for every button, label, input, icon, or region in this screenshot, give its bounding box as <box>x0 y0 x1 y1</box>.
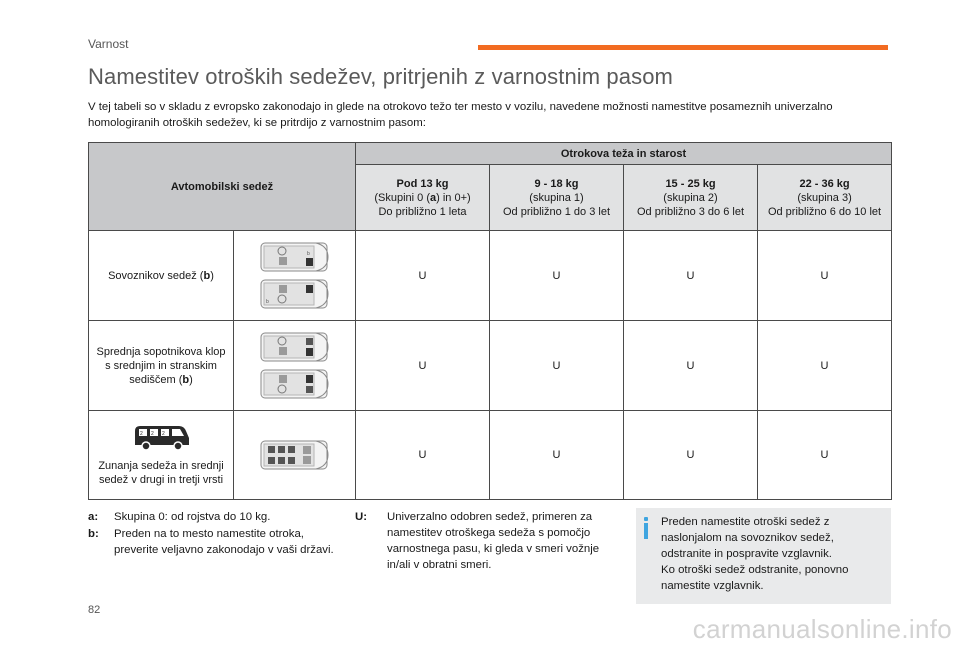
footnote-u: U: Univerzalno odobren sedež, primeren za namestitev otroškega sedeža s pomočjo varnostnega pasu, ki gleda v smeri vožnje in/ali v obratni smeri. <box>355 511 600 571</box>
compat-cell: U <box>624 411 758 500</box>
intro-paragraph: V tej tabeli so v skladu z evropsko zakonodajo in glede na otrokovo težo ter mesto v vozilu, navedene možnosti namestitve posameznih univerzalno homologiranih otroških sedežev, ki se pritrdijo z varnostnim pasom: <box>88 101 833 129</box>
footnotes-left <box>88 509 338 558</box>
info-text-1: Preden namestite otroški sedež z naslonjalom na sovoznikov sedež, odstranite in pospravite vzglavnik. <box>661 516 834 560</box>
compat-cell: U <box>624 321 758 411</box>
van-seat-diagram-icon <box>260 240 330 274</box>
section-label: Varnost <box>88 37 129 51</box>
header-weight-0: Pod 13 kg (Skupini 0 (a) in 0+) Do približno 1 leta <box>356 165 490 231</box>
compat-cell: U <box>758 231 892 321</box>
page-title: Namestitev otroških sedežev, pritrjenih z varnostnim pasom <box>88 64 673 89</box>
watermark: carmanualsonline.info <box>692 614 952 644</box>
compat-cell: U <box>758 321 892 411</box>
svg-text:2: 2 <box>140 431 143 437</box>
svg-text:b: b <box>265 299 269 305</box>
table-row <box>89 411 892 500</box>
info-text-2: Ko otroški sedež odstranite, ponovno namestite vzglavnik. <box>661 564 849 592</box>
compat-cell: U <box>490 411 624 500</box>
seat-diagram-cell <box>234 411 356 500</box>
header-seat: Avtomobilski sedež <box>89 143 356 231</box>
header-weight-2: 15 - 25 kg (skupina 2) Od približno 3 do 6 let <box>624 165 758 231</box>
van-seat-diagram-icon <box>260 277 330 311</box>
compat-cell: U <box>624 231 758 321</box>
info-icon <box>644 517 648 539</box>
table-row <box>89 321 892 411</box>
table-row <box>89 231 892 321</box>
van-seat-diagram-icon <box>260 330 330 364</box>
svg-text:b: b <box>306 251 310 257</box>
row-label: Sovoznikov sedež (b) <box>89 231 234 321</box>
compat-cell: U <box>356 231 490 321</box>
seat-diagram-cell <box>234 231 356 321</box>
row-label: Sprednja sopotnikova klop s srednjim in stranskim sediščem (b) <box>89 321 234 411</box>
header-weight-3: 22 - 36 kg (skupina 3) Od približno 6 do 10 let <box>758 165 892 231</box>
compat-cell: U <box>356 411 490 500</box>
compat-cell: U <box>356 321 490 411</box>
compat-cell: U <box>490 321 624 411</box>
compat-cell: U <box>490 231 624 321</box>
section-accent-bar <box>478 45 888 50</box>
passenger-van-icon <box>131 423 191 451</box>
svg-text:2: 2 <box>162 431 165 437</box>
svg-text:2: 2 <box>151 431 154 437</box>
page-number: 82 <box>88 604 101 616</box>
van-seat-diagram-icon <box>260 367 330 401</box>
seat-diagram-cell <box>234 321 356 411</box>
footnote-b: b: Preden na to mesto namestite otroka, preverite veljavno zakonodajo v vaši državi. <box>88 528 334 556</box>
row-label: 2 2 2 Zunanja sedeža in srednji sedež v drugi in tretji vrsti <box>89 411 234 500</box>
header-weight-1: 9 - 18 kg (skupina 1) Od približno 1 do 3 let <box>490 165 624 231</box>
header-weight-age: Otrokova teža in starost <box>356 143 892 165</box>
info-box <box>636 508 891 604</box>
compat-cell: U <box>758 411 892 500</box>
footnote-a: a: Skupina 0: od rojstva do 10 kg. <box>88 511 271 523</box>
child-seat-table <box>88 142 892 500</box>
van-seat-diagram-icon <box>260 438 330 472</box>
